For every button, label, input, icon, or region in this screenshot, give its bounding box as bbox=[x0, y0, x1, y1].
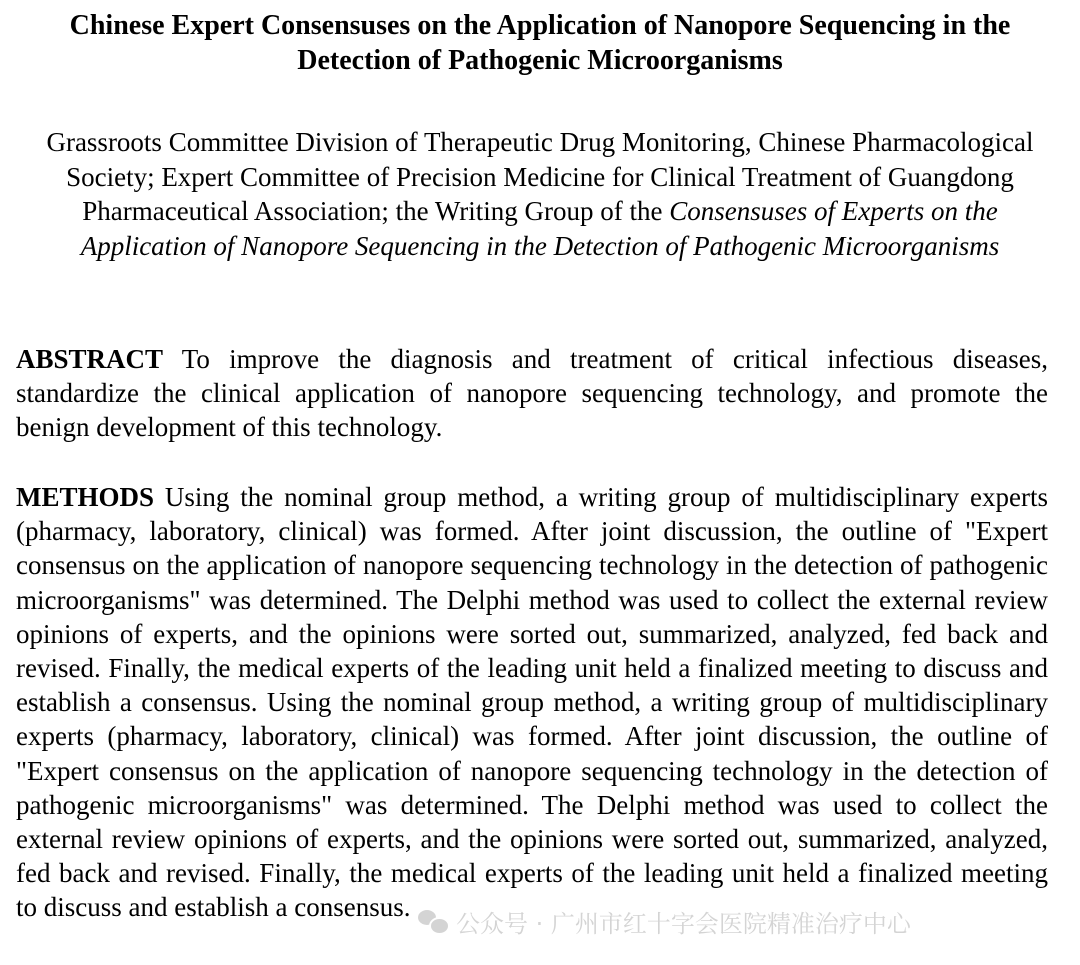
author-affiliations bbox=[20, 125, 1060, 263]
paper-title: Chinese Expert Consensuses on the Application of Nanopore Sequencing in the Detection of Pathogenic Microorganisms bbox=[69, 10, 1011, 76]
methods-text: Using the nominal group method, a writing group of multidisciplinary experts (pharmacy, laboratory, clinical) was formed. After joint discussion, the outline of "Expert consensus on the application of nanopore sequencing technology in the detection of pathogenic microorganisms" was determined. The Delphi method was used to collect the external review opinions of experts, and the opinions were sorted out, summarized, analyzed, fed back and revised. Finally, the medical experts of the leading unit held a finalized meeting to discuss and establish a consensus. Using the nominal group method, a writing group of multidisciplinary experts (pharmacy, laboratory, clinical) was formed. After joint discussion, the outline of "Expert consensus on the application of nanopore sequencing technology in the detection of pathogenic microorganisms" was determined. The Delphi method was used to collect the external review opinions of experts, and the opinions were sorted out, summarized, analyzed, fed back and revised. Finally, the medical experts of the leading unit held a finalized meeting to discuss and establish a consensus. bbox=[16, 482, 1049, 923]
methods-label: METHODS bbox=[16, 482, 155, 512]
watermark-text: 公众号 · 广州市红十字会医院精准治疗中心 bbox=[456, 909, 911, 938]
author-affiliations-text: Grassroots Committee Division of Therapeutic Drug Monitoring, Chinese Pharmacological Society; Expert Committee of Precision Medicine for Clinical Treatment of Guangdong Pharmaceutical Association; the Writing Group of the bbox=[46, 127, 1034, 226]
writing-group-italic-title: Consensuses of Experts on the Application of Nanopore Sequencing in the Detection of Pathogenic Microorganisms bbox=[80, 196, 1000, 261]
abstract-text: To improve the diagnosis and treatment of critical infectious diseases, standardize the clinical application of nanopore sequencing technology, and promote the benign development of this technology. bbox=[16, 344, 1049, 443]
abstract-paragraph bbox=[16, 342, 1048, 445]
abstract-label: ABSTRACT bbox=[16, 344, 164, 374]
methods-paragraph bbox=[16, 480, 1048, 925]
